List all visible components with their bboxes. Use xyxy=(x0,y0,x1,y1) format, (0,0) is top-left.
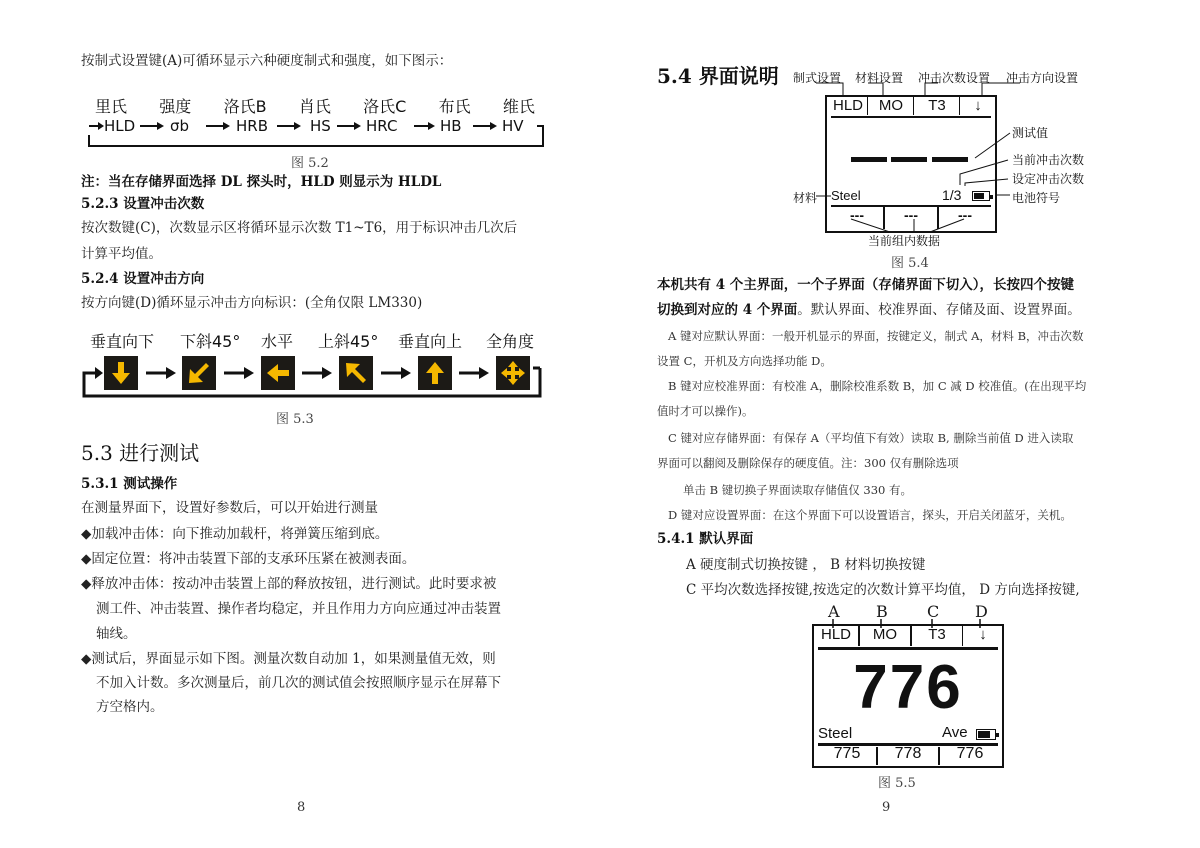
arrow-up-icon xyxy=(418,356,452,390)
direction-label: 上斜45° xyxy=(318,332,379,351)
divider xyxy=(876,747,878,765)
paragraph-line: 按方向键(D)循环显示冲击方向标识：(全角仅限 LM330) xyxy=(81,295,423,311)
hardness-code: HLD xyxy=(104,117,136,135)
hardness-label: 强度 xyxy=(159,97,192,116)
hardness-label: 洛氏B xyxy=(223,97,267,116)
arrow-all-directions-icon xyxy=(496,356,530,390)
value-placeholder xyxy=(891,157,927,162)
divider xyxy=(831,116,991,118)
direction-label: 全角度 xyxy=(486,332,535,351)
lcd-mode-cell: HLD xyxy=(820,626,851,643)
divider xyxy=(959,97,960,115)
callout-label: 设定冲击次数 xyxy=(1012,172,1085,186)
summary-rest: 。默认界面、校准界面、存储及面、设置界面。 xyxy=(797,302,1081,318)
lcd-group-value: 775 xyxy=(833,745,861,762)
direction-label: 下斜45° xyxy=(180,332,241,351)
divider xyxy=(937,207,939,229)
direction-label: 水平 xyxy=(261,332,294,351)
callout-label: 制式设置 xyxy=(793,71,842,85)
lcd-material-cell: MO xyxy=(878,97,904,114)
direction-label: 垂直向下 xyxy=(90,332,155,351)
divider xyxy=(858,626,860,646)
key-description: C 键对应存储界面：有保存 A（平均值下有效）读取 B, 删除当前值 D 进入读取 xyxy=(668,431,1074,445)
lcd-count-cell: T3 xyxy=(928,626,946,643)
summary-bold-line: 本机共有 4 个主界面，一个子界面（存储界面下切入），长按四个按键 xyxy=(657,277,1075,293)
divider xyxy=(867,97,868,115)
divider xyxy=(818,647,998,650)
bullet-item-cont: 方空格内。 xyxy=(96,699,164,715)
hardness-labels xyxy=(95,94,535,117)
divider xyxy=(962,626,963,646)
battery-icon xyxy=(972,191,990,201)
section-heading-5-4: 5.4 界面说明 xyxy=(657,64,779,88)
lcd-group-value: 776 xyxy=(956,745,984,762)
lcd-material-label: Steel xyxy=(831,188,861,203)
value-placeholder xyxy=(932,157,968,162)
key-description: 单击 B 键切换子界面读取存储值仅 330 有。 xyxy=(683,483,913,497)
page-number: 9 xyxy=(882,800,891,815)
hardness-label: 洛氏C xyxy=(363,97,407,116)
arrow-down-icon: ↓ xyxy=(979,626,987,643)
hardness-code: HS xyxy=(310,117,331,135)
lcd-group-value: --- xyxy=(958,207,972,223)
figure-caption: 图 5.4 xyxy=(891,256,929,271)
hardness-label: 里氏 xyxy=(95,97,128,116)
figure-caption: 图 5.3 xyxy=(276,412,314,427)
paragraph-line: 按次数键(C)，次数显示区将循环显示次数 T1~T6，用于标识冲击几次后 xyxy=(81,220,518,236)
key-letter: B xyxy=(876,602,888,621)
hardness-code: HB xyxy=(440,117,462,135)
bullet-item-cont: 测工件、冲击装置、操作者均稳定，并且作用力方向应通过冲击装置 xyxy=(96,601,501,617)
direction-label: 垂直向上 xyxy=(398,332,463,351)
lcd-material-label: Steel xyxy=(818,725,853,742)
key-description: B 键对应校准界面：有校准 A，删除校准系数 B，加 C 减 D 校准值。(在出现平均 xyxy=(668,379,1087,393)
battery-icon xyxy=(976,729,996,740)
arrow-down-icon: ↓ xyxy=(974,97,982,114)
note-text: 注：当在存储界面选择 DL 探头时，HLD 则显示为 HLDL xyxy=(81,174,442,190)
key-description: A 键对应默认界面：一般开机显示的界面，按键定义，制式 A，材料 B，冲击次数 xyxy=(668,329,1084,343)
section-heading-5-2-4: 5.2.4 设置冲击方向 xyxy=(81,271,205,287)
summary-bold-phrase: 切换到对应的 4 个界面 xyxy=(657,302,798,318)
lcd-default-screen xyxy=(812,624,1004,768)
lcd-main-value: 776 xyxy=(853,653,963,722)
lcd-group-value: --- xyxy=(904,207,918,223)
section-heading-5-2-3: 5.2.3 设置冲击次数 xyxy=(81,196,205,212)
bullet-item: ◆固定位置：将冲击装置下部的支承环压紧在被测表面。 xyxy=(81,551,416,567)
figure-caption: 图 5.2 xyxy=(291,156,329,171)
callout-label: 材料设置 xyxy=(855,71,904,85)
intro-text: 按制式设置键(A)可循环显示六种硬度制式和强度，如下图示： xyxy=(81,53,453,69)
callout-label: 当前冲击次数 xyxy=(1012,153,1085,167)
hardness-code: HRC xyxy=(366,117,398,135)
divider xyxy=(938,747,940,765)
page-number: 8 xyxy=(297,800,306,815)
section-heading-5-3-1: 5.3.1 测试操作 xyxy=(81,476,178,492)
hardness-code: σb xyxy=(170,117,190,135)
bullet-item: ◆加载冲击体：向下推动加载杆，将弹簧压缩到底。 xyxy=(81,526,389,542)
arrow-up-left-icon xyxy=(339,356,373,390)
paragraph-line: A 硬度制式切换按键 ， B 材料切换按键 xyxy=(686,557,926,573)
key-letter: C xyxy=(927,602,940,621)
lcd-group-value: 778 xyxy=(894,745,922,762)
key-description: 值时才可以操作)。 xyxy=(657,404,754,418)
arrow-down-left-icon xyxy=(182,356,216,390)
bullet-item-cont: 轴线。 xyxy=(96,626,137,642)
bullet-item: ◆释放冲击体：按动冲击装置上部的释放按钮，进行测试。此时要求被 xyxy=(81,576,497,592)
hardness-label: 布氏 xyxy=(438,97,471,116)
lcd-screen-diagram xyxy=(825,95,997,233)
hardness-label: 肖氏 xyxy=(298,97,331,116)
divider xyxy=(910,626,912,646)
hardness-label: 维氏 xyxy=(502,97,535,116)
right-page xyxy=(600,0,1200,848)
paragraph-line: 在测量界面下，设置好参数后，可以开始进行测量 xyxy=(81,500,378,516)
bullet-item: ◆测试后，界面显示如下图。测量次数自动加 1，如果测量值无效，则 xyxy=(81,651,496,667)
lcd-ave-label: Ave xyxy=(942,724,968,741)
lcd-mode-cell: HLD xyxy=(832,97,863,114)
callout-label: 材料 xyxy=(793,191,818,205)
callout-label: 测试值 xyxy=(1012,126,1049,140)
key-letter: D xyxy=(975,602,988,621)
hardness-code: HRB xyxy=(236,117,268,135)
divider xyxy=(913,97,914,115)
lcd-material-cell: MO xyxy=(872,626,898,643)
lcd-count-cell: T3 xyxy=(928,97,946,114)
key-description: D 键对应设置界面：在这个界面下可以设置语言，探头，开启关闭蓝牙，关机。 xyxy=(668,508,1072,522)
callout-label: 电池符号 xyxy=(1012,191,1061,205)
paragraph-line: C 平均次数选择按键,按选定的次数计算平均值， D 方向选择按键, xyxy=(686,582,1080,598)
summary-line xyxy=(657,302,1081,318)
key-description: 界面可以翻阅及删除保存的硬度值。注：300 仅有删除选项 xyxy=(657,456,959,470)
paragraph-line: 计算平均值。 xyxy=(81,246,162,262)
callout-label: 冲击次数设置 xyxy=(918,71,991,85)
key-description: 设置 C，开机及方向选择功能 D。 xyxy=(657,354,832,368)
section-heading-5-3: 5.3 进行测试 xyxy=(81,441,200,465)
figure-caption: 图 5.5 xyxy=(878,776,916,791)
cycle-arrows-icon xyxy=(0,0,600,160)
arrow-down-icon xyxy=(104,356,138,390)
callout-label: 冲击方向设置 xyxy=(1006,71,1079,85)
hardness-code: HV xyxy=(502,117,524,135)
value-placeholder xyxy=(851,157,887,162)
bullet-item-cont: 不加入计数。多次测量后，前几次的测试值会按照顺序显示在屏幕下 xyxy=(96,675,501,691)
lcd-count-label: 1/3 xyxy=(942,187,962,203)
divider xyxy=(883,207,885,229)
lcd-group-value: --- xyxy=(850,207,864,223)
arrow-left-icon xyxy=(261,356,295,390)
section-heading-5-4-1: 5.4.1 默认界面 xyxy=(657,531,754,547)
callout-label: 当前组内数据 xyxy=(868,234,941,248)
key-letter: A xyxy=(828,602,840,621)
